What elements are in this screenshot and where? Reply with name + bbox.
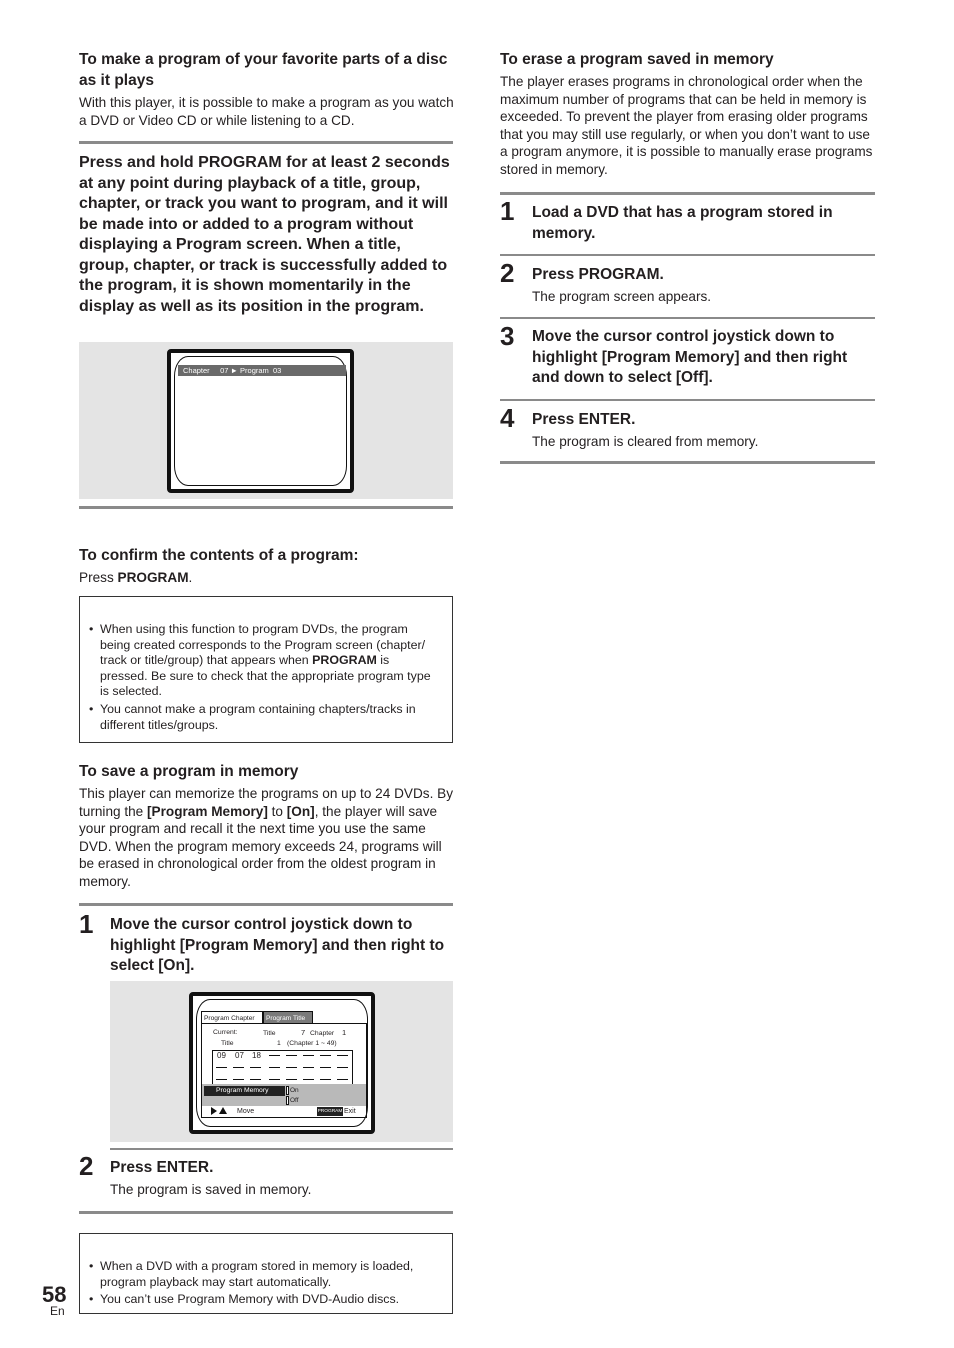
step-result: The program is cleared from memory. (532, 434, 759, 449)
divider (79, 903, 453, 906)
step-text: Move the cursor control joystick down to highlight [Program Memory] and then right and down to select [Off]. (532, 328, 848, 386)
divider (110, 1148, 453, 1150)
joystick-up-icon (219, 1107, 227, 1114)
program-status-bar: Chapter 07 ► Program 03 (178, 365, 346, 376)
erase-heading: To erase a program saved in memory (500, 51, 774, 68)
memory-on-option[interactable]: On (290, 1087, 299, 1094)
title-label: Title (263, 1030, 276, 1037)
step-text: Press ENTER. (532, 411, 636, 428)
tv-screen (167, 349, 354, 493)
title-value: 7 (301, 1028, 306, 1037)
step-text: Press PROGRAM. (532, 266, 664, 283)
step-number: 1 (79, 909, 94, 939)
divider (500, 192, 875, 195)
title-column-label: Title (221, 1040, 234, 1047)
step-number: 1 (500, 196, 515, 226)
language-code: En (50, 1304, 65, 1318)
divider (79, 1211, 453, 1214)
save-body: This player can memorize the programs on up to 24 DVDs. By turning the [Program Memory] to [On], the player will save your program and recall it the next time you use the same DVD. When the program memory exceeds 24, programs will be erased in chronological order from the oldest program in memory. (79, 786, 453, 889)
note-box (79, 1233, 453, 1314)
program-entry[interactable]: 09 (217, 1051, 226, 1060)
tab-program-chapter[interactable]: Program Chapter (201, 1011, 263, 1024)
program-entry-grid (212, 1050, 353, 1086)
memory-off-option[interactable]: Off (290, 1097, 299, 1104)
confirm-heading: To confirm the contents of a program: (79, 547, 359, 564)
chapter-label: Chapter (310, 1030, 335, 1037)
program-entry[interactable]: 18 (252, 1051, 261, 1060)
note-item: • When a DVD with a program stored in memory is loaded, program playback may start automatically. (89, 1259, 439, 1290)
joystick-right-icon (211, 1107, 217, 1115)
divider (79, 506, 453, 509)
step-number: 2 (79, 1151, 94, 1181)
note-item: • When using this function to program DVDs, the program being created corresponds to the Program screen (chapter/ track or title/group) that appears when PROGRAM is pressed. Be sure to check that the appropriate program type is selected. (89, 622, 435, 700)
step-result: The program screen appears. (532, 289, 712, 304)
divider (500, 317, 875, 319)
erase-body: The player erases programs in chronological order when the maximum number of programs that can be held in memory is exceeded. To prevent the player from erasing older programs that you may still use regularly, or when you don’t want to use a program anymore, it is possible to manually erase programs stored in memory. (500, 74, 873, 177)
move-hint: Move (237, 1108, 255, 1115)
current-label: Current: (213, 1029, 238, 1036)
program-menu-screen (189, 992, 375, 1134)
note-item: • You cannot make a program containing chapters/tracks in different titles/groups. (89, 702, 435, 733)
page-number: 58 (42, 1282, 67, 1307)
press-hold-instruction: Press and hold PROGRAM for at least 2 seconds at any point during playback of a title, group, chapter, or track you want to program, and it will be made into or added to a program without displaying a Program screen. When a title, group, chapter, or track is successfully added to the program, it is shown momentarily in the display as well as its position in the program. (79, 154, 450, 315)
step-number: 2 (500, 258, 515, 288)
step-text: Load a DVD that has a program stored in memory. (532, 204, 833, 242)
program-memory-option[interactable]: Program Memory (204, 1086, 285, 1096)
program-key-icon: PROGRAM (317, 1109, 343, 1114)
note-box (79, 596, 453, 743)
note-item: • You can’t use Program Memory with DVD-Audio discs. (89, 1292, 439, 1308)
divider (500, 254, 875, 256)
step-result: The program is saved in memory. (110, 1182, 312, 1197)
chapter-range: (Chapter 1 ~ 49) (287, 1040, 337, 1047)
tab-program-title[interactable]: Program Title (263, 1011, 313, 1024)
make-program-heading: To make a program of your favorite parts of a disc as it plays (79, 51, 448, 89)
confirm-instruction: Press PROGRAM. (79, 570, 193, 585)
save-heading: To save a program in memory (79, 763, 299, 780)
step-number: 4 (500, 403, 515, 433)
program-entry[interactable]: 07 (235, 1051, 244, 1060)
divider (500, 461, 875, 464)
title-number: 1 (277, 1040, 281, 1047)
step-number: 3 (500, 321, 515, 351)
divider (500, 399, 875, 401)
divider (79, 141, 453, 144)
exit-hint: Exit (344, 1108, 356, 1115)
step-text: Press ENTER. (110, 1159, 214, 1176)
make-program-body: With this player, it is possible to make a program as you watch a DVD or Video CD or while listening to a CD. (79, 95, 454, 128)
chapter-value: 1 (342, 1028, 347, 1037)
step-text: Move the cursor control joystick down to highlight [Program Memory] and then right to select [On]. (110, 916, 445, 974)
